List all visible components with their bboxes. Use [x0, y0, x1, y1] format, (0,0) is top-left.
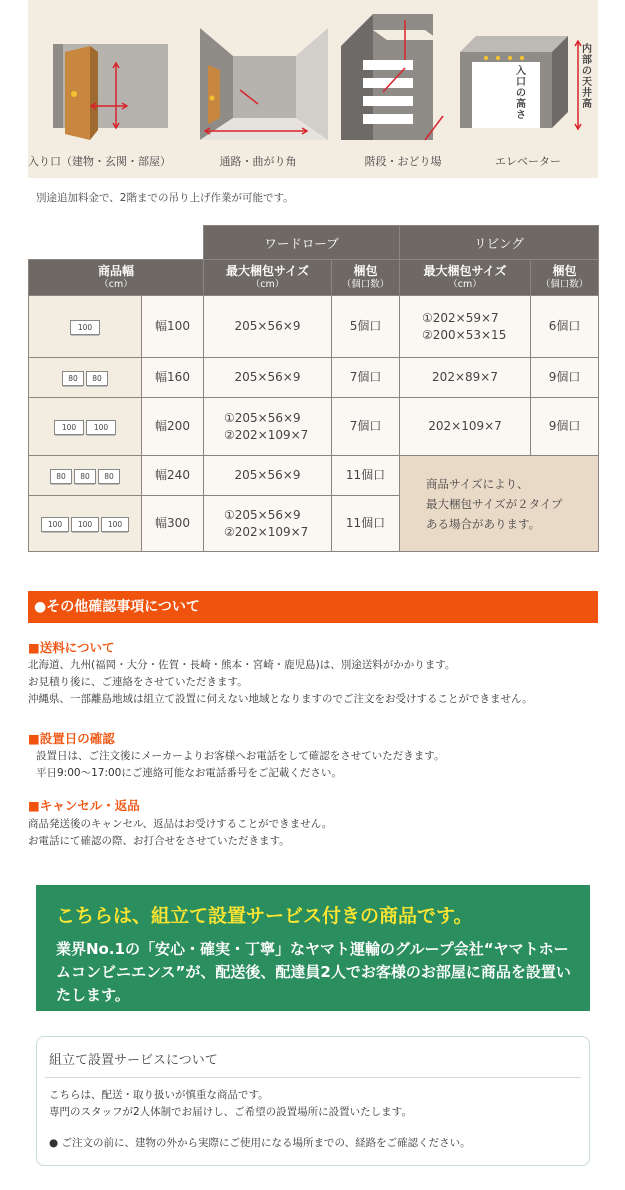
caption-elevator: エレベーター [495, 155, 561, 168]
panel-thumb: 100 [101, 517, 129, 532]
illustration-band [28, 0, 598, 178]
header-wardrobe-size-unit: （cm） [250, 278, 285, 290]
shipping-text [28, 657, 533, 708]
install-date-line: 設置日は、ご注文後にメーカーよりお客様へお電話をして確認をさせていただきます。 [36, 750, 445, 762]
service-text [49, 1087, 412, 1121]
living-size-cell [400, 296, 531, 358]
other-confirmations-heading: ●その他確認事項について [28, 591, 598, 623]
note-line: ある場合があります。 [426, 516, 541, 531]
living-size-cell: 202×89×7 [400, 358, 531, 398]
wardrobe-size-cell [204, 496, 332, 552]
panel-thumb: 100 [71, 517, 99, 532]
header-living-size-label: 最大梱包サイズ [423, 263, 507, 278]
header-width-label: 商品幅 [97, 263, 134, 278]
living-size-cell: 202×109×7 [400, 398, 531, 456]
width-cell: 幅160 [142, 358, 204, 398]
width-diagram [29, 398, 142, 456]
header-width-unit: （cm） [99, 278, 133, 290]
living-size-note [400, 456, 599, 552]
width-diagram [29, 456, 142, 496]
panel-thumb: 80 [62, 371, 84, 386]
service-divider [45, 1077, 581, 1078]
header-wardrobe-size-label: 最大梱包サイズ [225, 263, 310, 278]
illustration-entrance [28, 0, 171, 178]
living-size-line: ①202×59×7 [422, 310, 499, 325]
width-diagram [29, 358, 142, 398]
panel-thumb: 80 [86, 371, 108, 386]
group-header-wardrobe: ワードローブ [204, 226, 400, 260]
corridor-drawing [188, 0, 328, 150]
cancel-line: 商品発送後のキャンセル、返品はお受けすることができません。 [28, 818, 333, 830]
wardrobe-pkg-cell: 7個口 [332, 398, 400, 456]
shipping-line: 沖縄県、一部離島地域は組立て設置に伺えない地域となりますのでご注文をお受けすることができません。 [28, 693, 533, 705]
wardrobe-size-cell: 205×56×9 [204, 358, 332, 398]
wardrobe-size-line: ②202×109×7 [224, 427, 309, 442]
panel-thumb: 80 [74, 469, 96, 484]
banner-body: 業界No.1の「安心・確実・丁寧」なヤマト運輸のグループ会社“ヤマトホームコンビニエンス”が、配送後、配達員2人でお客様のお部屋に商品を設置いたします。 [56, 940, 571, 1004]
note-line: 商品サイズにより、 [426, 476, 529, 491]
header-wardrobe-pkg-label: 梱包 [353, 263, 378, 278]
ceiling-height-label: 内部の天井高 [582, 44, 592, 110]
panel-thumb: 100 [54, 420, 84, 435]
panel-thumb: 100 [70, 320, 100, 335]
header-living-pkg-unit: （個口数） [540, 278, 589, 290]
width-diagram [29, 296, 142, 358]
wardrobe-size-line: ①205×56×9 [224, 410, 301, 425]
header-living-size [400, 260, 531, 296]
service-line: こちらは、配送・取り扱いが慎重な商品です。 [49, 1089, 269, 1101]
install-date-title: ■設置日の確認 [28, 731, 115, 746]
header-wardrobe-pkg-unit: （個口数） [341, 278, 390, 290]
width-cell: 幅300 [142, 496, 204, 552]
panel-thumb: 100 [86, 420, 116, 435]
cancel-title: ■キャンセル・返品 [28, 798, 140, 813]
service-title: 組立て設置サービスについて [49, 1053, 218, 1068]
illustration-stairs [333, 0, 473, 178]
cancel-text [28, 816, 332, 850]
caption-corridor: 通路・曲がり角 [219, 155, 297, 168]
living-pkg-cell: 6個口 [531, 296, 599, 358]
width-cell: 幅100 [142, 296, 204, 358]
shipping-title: ■送料について [28, 640, 115, 655]
install-date-text [36, 748, 444, 782]
entrance-height-label: 入口の高さ [516, 66, 526, 121]
table-row [29, 398, 599, 456]
width-diagram [29, 496, 142, 552]
table-row [29, 296, 599, 358]
wardrobe-size-line: ①205×56×9 [224, 507, 301, 522]
package-size-table [28, 225, 599, 552]
wardrobe-size-cell: 205×56×9 [204, 456, 332, 496]
living-pkg-cell: 9個口 [531, 398, 599, 456]
living-size-line: ②200×53×15 [422, 327, 507, 342]
wardrobe-size-line: ②202×109×7 [224, 524, 309, 539]
lift-note: 別途追加料金で、2階までの吊り上げ作業が可能です。 [36, 192, 294, 204]
wardrobe-pkg-cell: 5個口 [332, 296, 400, 358]
illustration-corridor [188, 0, 328, 178]
panel-thumb: 100 [41, 517, 69, 532]
wardrobe-size-cell [204, 398, 332, 456]
install-date-line: 平日9:00～17:00にご連絡可能なお電話番号をご記載ください。 [36, 767, 342, 779]
cancel-line: お電話にて確認の際、お打合せをさせていただきます。 [28, 835, 290, 847]
illustration-elevator [458, 0, 598, 178]
shipping-line: 北海道、九州(福岡・大分・佐賀・長崎・熊本・宮崎・鹿児島)は、別途送料がかかります。 [28, 659, 456, 671]
elevator-drawing [458, 0, 598, 150]
table-corner [29, 226, 204, 260]
panel-thumb: 80 [50, 469, 72, 484]
header-living-pkg [531, 260, 599, 296]
header-wardrobe-pkg [332, 260, 400, 296]
header-wardrobe-size [204, 260, 332, 296]
stairs-drawing [333, 0, 473, 150]
banner-title: こちらは、組立て設置サービス付きの商品です。 [56, 905, 473, 927]
header-width [29, 260, 204, 296]
caption-entrance: 入り口（建物・玄関・部屋） [28, 155, 171, 168]
entrance-drawing [28, 0, 168, 150]
header-living-pkg-label: 梱包 [552, 263, 577, 278]
wardrobe-pkg-cell: 11個口 [332, 456, 400, 496]
header-living-size-unit: （cm） [448, 278, 482, 290]
wardrobe-pkg-cell: 11個口 [332, 496, 400, 552]
shipping-line: お見積り後に、ご連絡をさせていただきます。 [28, 676, 248, 688]
table-row [29, 456, 599, 496]
note-line: 最大梱包サイズが２タイプ [426, 496, 563, 511]
service-bullet: ● ご注文の前に、建物の外から実際にご使用になる場所までの、経路をご確認ください。 [49, 1137, 471, 1149]
service-line: 専門のスタッフが2人体制でお届けし、ご希望の設置場所に設置いたします。 [49, 1106, 412, 1118]
panel-thumb: 80 [98, 469, 120, 484]
living-pkg-cell: 9個口 [531, 358, 599, 398]
caption-stairs: 階段・おどり場 [364, 155, 442, 168]
wardrobe-size-cell: 205×56×9 [204, 296, 332, 358]
table-row [29, 358, 599, 398]
group-header-living: リビング [400, 226, 599, 260]
wardrobe-pkg-cell: 7個口 [332, 358, 400, 398]
assembly-service-box [36, 1036, 590, 1166]
assembly-service-banner [36, 885, 590, 1011]
width-cell: 幅240 [142, 456, 204, 496]
width-cell: 幅200 [142, 398, 204, 456]
